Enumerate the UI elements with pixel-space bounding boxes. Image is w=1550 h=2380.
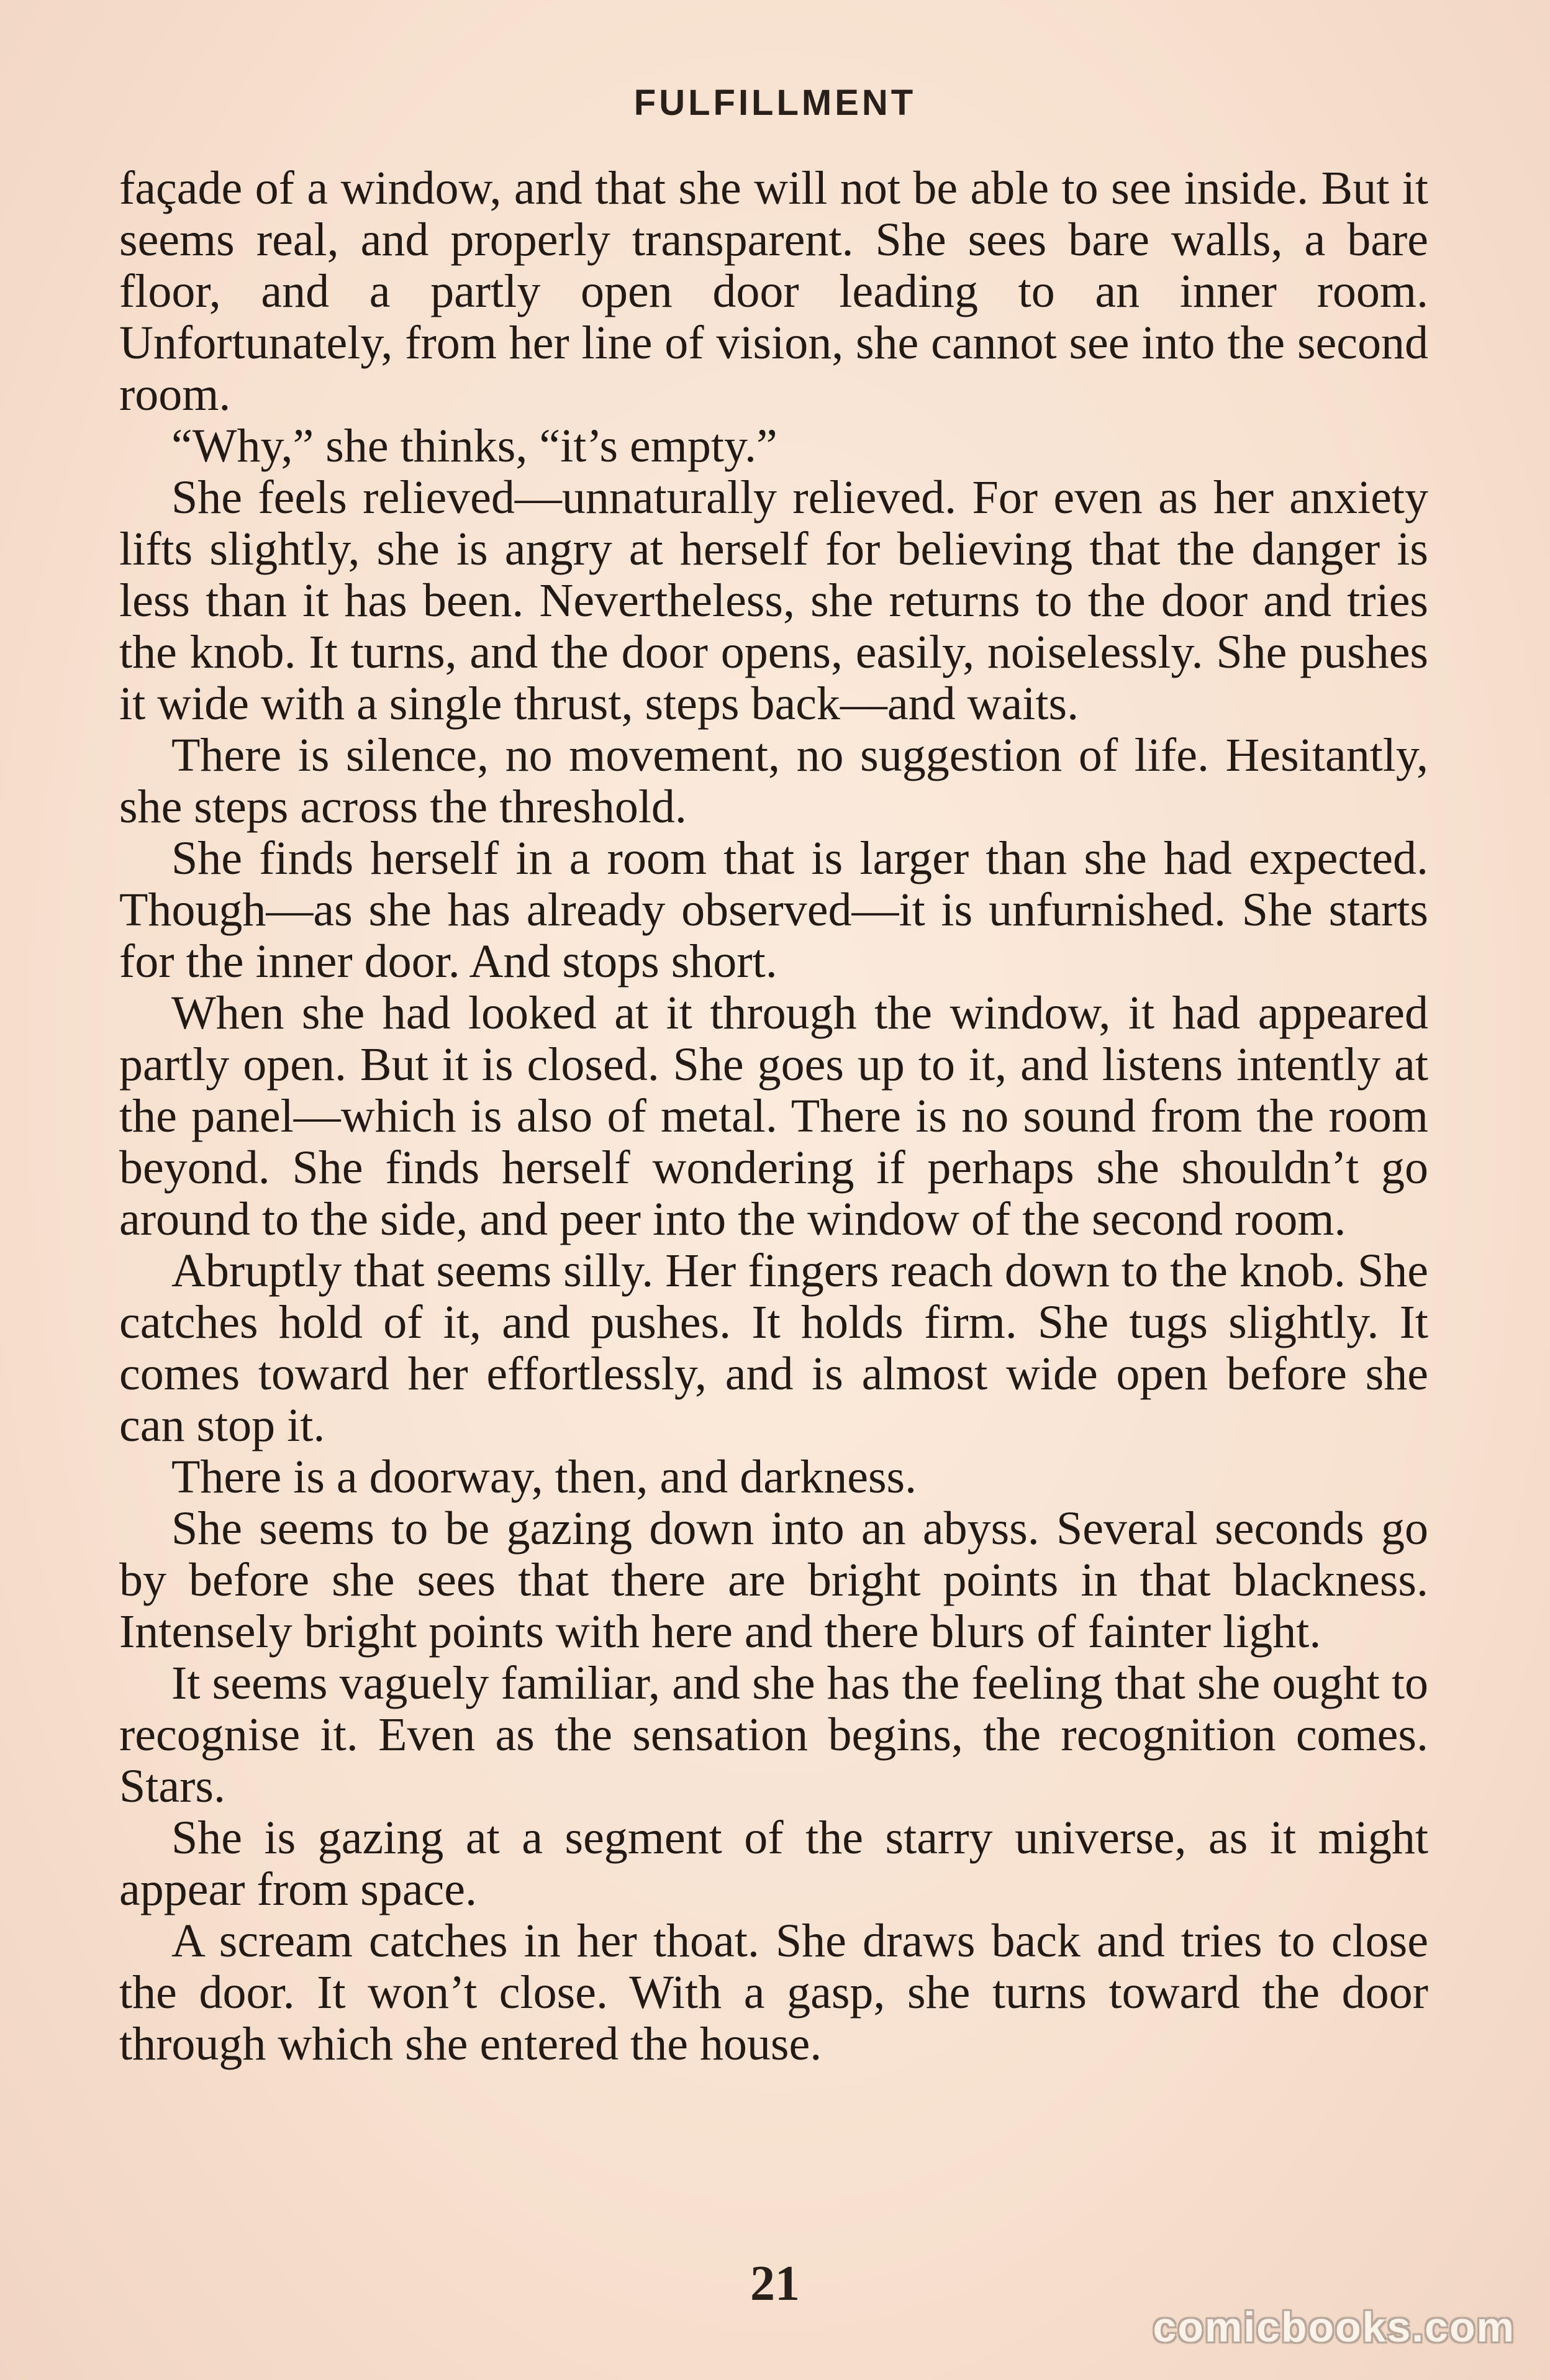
paragraph-12: A scream catches in her thoat. She draws back and tries to close the door. It won’t close. With a gasp, she turns toward the door through which she entered the house. bbox=[119, 1915, 1428, 2070]
paragraph-3: She feels relieved—unnaturally relieved. For even as her anxiety lifts slightly, she is angry at herself for believing that the danger is less than it has been. Nevertheless, she returns to the door and tries the knob. It turns, and the door opens, easily, noiselessly. She pushes it wide with a single thrust, steps back—and waits. bbox=[119, 471, 1428, 730]
paragraph-1: façade of a window, and that she will not be able to see inside. But it seems real, and properly transparent. She sees bare walls, a bare floor, and a partly open door leading to an inner room. Unfortunately, from her line of vision, she cannot see into the second room. bbox=[119, 162, 1428, 420]
paragraph-7: Abruptly that seems silly. Her fingers reach down to the knob. She catches hold of it, and pushes. It holds firm. She tugs slightly. It comes toward her effortlessly, and is almost wide open before she can stop it. bbox=[119, 1245, 1428, 1451]
paragraph-6: When she had looked at it through the window, it had appeared partly open. But it is closed. She goes up to it, and listens intently at the panel—which is also of metal. There is no sound from the room beyond. She finds herself wondering if perhaps she shouldn’t go around to the side, and peer into the window of the second room. bbox=[119, 987, 1428, 1245]
body-text bbox=[119, 163, 1428, 2070]
paragraph-10: It seems vaguely familiar, and she has the feeling that she ought to recognise it. Even as the sensation begins, the recognition comes. Stars. bbox=[119, 1657, 1428, 1812]
paragraph-2: “Why,” she thinks, “it’s empty.” bbox=[171, 420, 777, 472]
running-head: FULFILLMENT bbox=[633, 83, 917, 123]
paragraph-5: She finds herself in a room that is larger than she had expected. Though—as she has already observed—it is unfurnished. She starts for the inner door. And stops short. bbox=[119, 832, 1428, 988]
page-number: 21 bbox=[750, 2256, 800, 2311]
paragraph-8: There is a doorway, then, and darkness. bbox=[171, 1451, 917, 1503]
watermark: comicbooks.com bbox=[1153, 2304, 1515, 2351]
paragraph-4: There is silence, no movement, no suggestion of life. Hesitantly, she steps across the threshold. bbox=[119, 729, 1428, 833]
paragraph-11: She is gazing at a segment of the starry universe, as it might appear from space. bbox=[119, 1812, 1428, 1915]
paragraph-9: She seems to be gazing down into an abyss. Several seconds go by before she sees that there are bright points in that blackness. Intensely bright points with here and there blurs of fainter light. bbox=[119, 1502, 1428, 1658]
